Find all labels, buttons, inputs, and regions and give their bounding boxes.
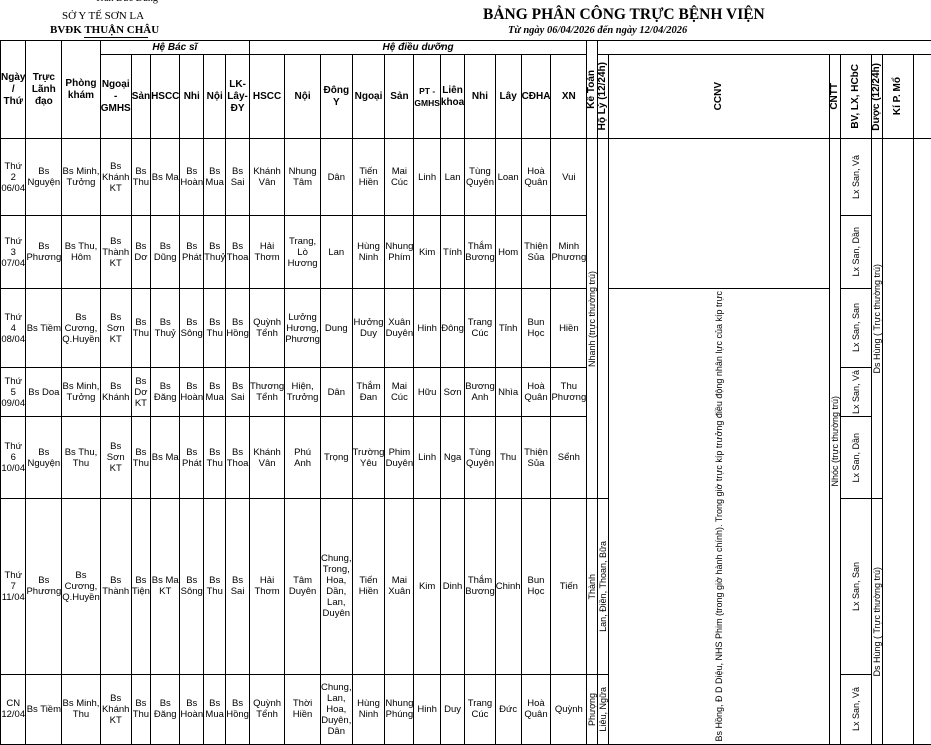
- cell-ngoai-gmhs: Bs Thành: [100, 499, 131, 674]
- cell-dd-ngoai: [352, 674, 385, 744]
- cell-lanh-dao: Bs Nguyện: [26, 139, 62, 216]
- cell-dd-noi: Hiện, Trưởng: [285, 368, 321, 417]
- cell-dd-dong-y: Trọng: [320, 417, 352, 499]
- cell-hscc: Bs Dũng: [151, 216, 180, 289]
- cell-phong-kham: Bs Thu, Hôm: [62, 216, 100, 289]
- cell-dd-lay: Thu: [495, 417, 521, 499]
- cell-dd-noi: Phú Anh: [285, 417, 321, 499]
- cell-phong-kham: [62, 674, 100, 744]
- col-ngay-thu: Ngày / Thứ: [1, 41, 26, 139]
- cell-san: [131, 674, 150, 744]
- cell-dd-ngoai: Thắm Đan: [352, 368, 385, 417]
- cell-dd-noi: Trang, Lò Hương: [285, 216, 321, 289]
- cell-bv-lx-hcbc: Lx San, San: [841, 289, 872, 368]
- cell-dd-xn: Tiến: [551, 499, 587, 674]
- cell-san: Bs Dơ KT: [131, 368, 150, 417]
- cell-dd-ngoai: Trường Yêu: [352, 417, 385, 499]
- cell-ho-ly: [598, 674, 609, 744]
- cell-san: Bs Thu: [131, 417, 150, 499]
- cell-dd-lien-khoa: Nga: [440, 417, 464, 499]
- cell-dd-noi: Nhung Tâm: [285, 139, 321, 216]
- cell-nhi: Bs Sông: [180, 499, 204, 674]
- cell-dd-pt-gmhs: Hữu: [414, 368, 441, 417]
- cell-nhi: Bs Phát: [180, 417, 204, 499]
- cell-phong-kham: Bs Minh, Tưởng: [62, 139, 100, 216]
- cell-dd-nhi: [465, 674, 496, 744]
- cell-bv-lx-hcbc: Lx San, Dần: [841, 417, 872, 499]
- cell-lk-lay-dy: Bs Hồng: [226, 289, 250, 368]
- cell-phong-kham: Bs Minh, Tưởng: [62, 368, 100, 417]
- cell-dd-san: Mai Cúc: [385, 368, 414, 417]
- cell-san: Bs Dơ: [131, 216, 150, 289]
- org-underline: [84, 37, 148, 38]
- cell-dd-pt-gmhs: Kim: [414, 216, 441, 289]
- cell-lk-lay-dy: Bs Sai: [226, 139, 250, 216]
- cell-pt-thu-thuat: [914, 139, 931, 745]
- cell-dd-hscc: Khánh Vân: [249, 417, 284, 499]
- table-row: [1, 139, 931, 216]
- org-name: SỞ Y TẾ SƠN LA: [62, 10, 144, 22]
- cell-dd-xn: Minh Phương: [551, 216, 587, 289]
- cell-dd-lien-khoa: Tính: [440, 216, 464, 289]
- cell-dd-san: Phim Duyên: [385, 417, 414, 499]
- cell-ccnv-empty: [609, 139, 830, 289]
- cell-lk-lay-dy: Bs Thoa: [226, 216, 250, 289]
- cell-dd-cdha: Bun Học: [521, 499, 551, 674]
- cell-noi: [204, 674, 226, 744]
- row-day-date: Thứ 2 06/04: [1, 139, 26, 216]
- col-dd-noi: Nội: [285, 55, 321, 139]
- cell-dd-noi: [285, 674, 321, 744]
- cell-dd-lay: [495, 674, 521, 744]
- cell-dd-cdha: Hoà Quân: [521, 368, 551, 417]
- roster-table: [0, 40, 931, 745]
- cell-hscc: Bs Đăng: [151, 368, 180, 417]
- cell-lanh-dao: Bs Tiềm: [26, 289, 62, 368]
- cell-dd-hscc: [249, 674, 284, 744]
- cell-ho-ly-empty: [598, 139, 609, 499]
- cell-dd-cdha: Thiện Sủa: [521, 417, 551, 499]
- cell-noi: Bs Thu: [204, 417, 226, 499]
- cell-dd-san: Nhung Phím: [385, 216, 414, 289]
- cell-dd-dong-y: [320, 674, 352, 744]
- cell-nhi: Bs Hoàn: [180, 139, 204, 216]
- cell-cntt: Nhóc (trực thường trú): [830, 139, 841, 745]
- col-ho-ly: Hộ Lý (12/24h): [598, 55, 609, 139]
- cell-dd-nhi: Thắm Bương: [465, 499, 496, 674]
- cell-ke-toan: [587, 674, 598, 744]
- cell-dd-xn: Thu Phương: [551, 368, 587, 417]
- row-day-date: [1, 674, 26, 744]
- cell-dd-san: Mai Xuân: [385, 499, 414, 674]
- cell-dd-lay: Chinh: [495, 499, 521, 674]
- cell-dd-nhi: Bương Anh: [465, 368, 496, 417]
- cell-dd-noi: Tâm Duyên: [285, 499, 321, 674]
- col-dd-lien-khoa: Liên khoa: [440, 55, 464, 139]
- cell-dd-dong-y: Dung: [320, 289, 352, 368]
- cell-dd-pt-gmhs: Hinh: [414, 289, 441, 368]
- col-truc-lanh-dao: Trực Lãnh đạo: [26, 41, 62, 139]
- cell-noi: Bs Mua: [204, 139, 226, 216]
- cell-lanh-dao: Bs Nguyện: [26, 417, 62, 499]
- cell-phong-kham: Bs Thu, Thu: [62, 417, 100, 499]
- cell-hscc: [151, 674, 180, 744]
- cell-dd-xn: Vui: [551, 139, 587, 216]
- cell-dd-hscc: Quỳnh Tểnh: [249, 289, 284, 368]
- cell-dd-san: Mai Cúc: [385, 139, 414, 216]
- cell-noi: Bs Thuỷ: [204, 216, 226, 289]
- cell-lanh-dao: Bs Doa: [26, 368, 62, 417]
- col-dd-pt-gmhs: PT - GMHS: [414, 55, 441, 139]
- cell-noi: Bs Mua: [204, 368, 226, 417]
- cell-bv-lx-hcbc: Lx San, San: [841, 499, 872, 674]
- cell-hscc: Bs Ma KT: [151, 499, 180, 674]
- cell-ngoai-gmhs: Bs Thành KT: [100, 216, 131, 289]
- cell-dd-ngoai: Tiến Hiền: [352, 499, 385, 674]
- cell-dd-nhi: Thắm Bương: [465, 216, 496, 289]
- col-hscc: HSCC: [151, 55, 180, 139]
- cell-dd-ngoai: Hưởng Duy: [352, 289, 385, 368]
- cell-dd-dong-y: Dân: [320, 139, 352, 216]
- cell-dd-pt-gmhs: Kim: [414, 499, 441, 674]
- cell-dd-nhi: Trang Cúc: [465, 289, 496, 368]
- cell-dd-xn: Hiền: [551, 289, 587, 368]
- group-he-bac-si: Hệ Bác sĩ: [100, 41, 249, 55]
- cell-dd-cdha: Bun Học: [521, 289, 551, 368]
- col-dd-xn: XN: [551, 55, 587, 139]
- cell-dd-lien-khoa: [440, 674, 464, 744]
- cell-hscc: Bs Ma: [151, 139, 180, 216]
- cell-dd-noi: Lưởng Hương, Phương: [285, 289, 321, 368]
- cell-dd-xn: [551, 674, 587, 744]
- cell-hscc: Bs Ma: [151, 417, 180, 499]
- col-dd-nhi: Nhi: [465, 55, 496, 139]
- cell-lanh-dao: Bs Phương: [26, 499, 62, 674]
- cell-ke-toan: Nhanh (trực thường trú): [587, 139, 598, 499]
- cell-bv-lx-hcbc: Lx San, Dần: [841, 216, 872, 289]
- col-dd-lay: Lây: [495, 55, 521, 139]
- col-dd-dong-y: Đông Y: [320, 55, 352, 139]
- cell-dd-lien-khoa: Đông: [440, 289, 464, 368]
- group-truc-thuong-tru: [598, 41, 931, 55]
- cell-lanh-dao: Bs Phương: [26, 216, 62, 289]
- col-ke-toan: Kế Toán: [587, 41, 598, 139]
- cell-san: Bs Tiện: [131, 499, 150, 674]
- col-san: Sản: [131, 55, 150, 139]
- cell-dd-lien-khoa: Lan: [440, 139, 464, 216]
- cell-dd-dong-y: Chung, Trong, Hoa, Dần, Lan, Duyên: [320, 499, 352, 674]
- cell-nhi: Bs Sông: [180, 289, 204, 368]
- cell-lk-lay-dy: Bs Thoa: [226, 417, 250, 499]
- col-nhi: Nhi: [180, 55, 204, 139]
- cell-dd-san: [385, 674, 414, 744]
- cell-ngoai-gmhs: Bs Sơn KT: [100, 417, 131, 499]
- cell-dd-xn: Sểnh: [551, 417, 587, 499]
- cell-bv-lx-hcbc: Lx San, Vả: [841, 368, 872, 417]
- cell-ke-toan: Thành: [587, 499, 598, 674]
- cell-dd-lay: Nhìa: [495, 368, 521, 417]
- row-day-date: Thứ 6 10/04: [1, 417, 26, 499]
- cell-ngoai-gmhs: [100, 674, 131, 744]
- row-day-date: Thứ 5 09/04: [1, 368, 26, 417]
- top-cut-text: [95, 0, 158, 4]
- cell-dd-hscc: Hải Thơm: [249, 216, 284, 289]
- row-day-date: Thứ 4 08/04: [1, 289, 26, 368]
- cell-dd-lien-khoa: Sơn: [440, 368, 464, 417]
- col-cntt: CNTT: [830, 55, 841, 139]
- cell-ccnv: Bs Hồng, Đ D Diệu, NHS Phim (trong giờ hành chính). Trong giờ trực kíp trưởng điều động nhân lực của kíp trực: [609, 289, 830, 745]
- date-range: Từ ngày 06/04/2026 đến ngày 12/04/2026: [508, 25, 687, 36]
- document-title: BẢNG PHÂN CÔNG TRỰC BỆNH VIỆN: [483, 6, 765, 24]
- col-noi: Nội: [204, 55, 226, 139]
- cell-dd-lien-khoa: Dinh: [440, 499, 464, 674]
- cell-lk-lay-dy: [226, 674, 250, 744]
- cell-dd-hscc: Thương Tểnh: [249, 368, 284, 417]
- cell-dd-hscc: Hải Thơm: [249, 499, 284, 674]
- cell-dd-lay: Loan: [495, 139, 521, 216]
- cell-phong-kham: Bs Cương, Q.Huyền: [62, 289, 100, 368]
- cell-bv-lx-hcbc: [841, 674, 872, 744]
- row-day-date: Thứ 3 07/04: [1, 216, 26, 289]
- col-ki-pt-mo: Kí P. Mổ: [883, 55, 914, 139]
- cell-hscc: Bs Thuỷ: [151, 289, 180, 368]
- col-phong-kham: Phòng khám: [62, 41, 100, 139]
- group-he-dieu-duong: Hệ điều dưỡng: [249, 41, 586, 55]
- table-row: [1, 289, 931, 368]
- col-dd-ngoai: Ngoại: [352, 55, 385, 139]
- cell-nhi: Bs Phát: [180, 216, 204, 289]
- cell-duoc: Ds Hùng ( Trực thường trú): [872, 139, 883, 499]
- cell-dd-cdha: Hoà Quân: [521, 139, 551, 216]
- cell-dd-hscc: Khánh Vân: [249, 139, 284, 216]
- cell-dd-pt-gmhs: [414, 674, 441, 744]
- cell-dd-san: Xuân Duyên: [385, 289, 414, 368]
- cell-ngoai-gmhs: Bs Khánh KT: [100, 139, 131, 216]
- cell-ngoai-gmhs: Bs Sơn KT: [100, 289, 131, 368]
- col-bv-lx-hcbc: BV, LX, HCbC: [841, 55, 872, 139]
- cell-dd-lay: Tỉnh: [495, 289, 521, 368]
- col-dd-san: Sản: [385, 55, 414, 139]
- cell-dd-cdha: Thiện Sủa: [521, 216, 551, 289]
- col-pt-thu-thuat: [914, 55, 931, 139]
- cell-dd-ngoai: Tiến Hiền: [352, 139, 385, 216]
- cell-dd-pt-gmhs: Linh: [414, 417, 441, 499]
- cell-nhi: [180, 674, 204, 744]
- cell-san: Bs Thu: [131, 139, 150, 216]
- row-day-date: Thứ 7 11/04: [1, 499, 26, 674]
- cell-ho-ly: Lan, Điền, Thoan, Bữa: [598, 499, 609, 674]
- cell-phong-kham: Bs Cương, Q.Huyền: [62, 499, 100, 674]
- cell-dd-nhi: Tùng Quyên: [465, 417, 496, 499]
- hospital-name: BVĐK THUẬN CHÂU: [50, 24, 159, 36]
- roster-body: [1, 139, 931, 745]
- cell-ki-pt-mo: [883, 139, 914, 745]
- cell-dd-dong-y: Dân: [320, 368, 352, 417]
- cell-noi: Bs Thu: [204, 289, 226, 368]
- cell-duoc: Ds Hùng ( Trực thường trú): [872, 499, 883, 744]
- cell-lanh-dao: [26, 674, 62, 744]
- cell-ngoai-gmhs: Bs Khánh: [100, 368, 131, 417]
- col-duoc: Dược (12/24h): [872, 55, 883, 139]
- col-dd-hscc: HSCC: [249, 55, 284, 139]
- col-ngoai-gmhs: Ngoại - GMHS: [100, 55, 131, 139]
- cell-dd-cdha: [521, 674, 551, 744]
- cell-dd-nhi: Tùng Quyên: [465, 139, 496, 216]
- col-lk-lay-dy: LK-Lây-ĐY: [226, 55, 250, 139]
- cell-noi: Bs Thu: [204, 499, 226, 674]
- cell-lk-lay-dy: Bs Sai: [226, 368, 250, 417]
- cell-dd-dong-y: Lan: [320, 216, 352, 289]
- col-dd-cdha: CĐHA: [521, 55, 551, 139]
- cell-dd-lay: Hom: [495, 216, 521, 289]
- cell-dd-ngoai: Hùng Ninh: [352, 216, 385, 289]
- cell-bv-lx-hcbc: Lx San, Vả: [841, 139, 872, 216]
- col-ccnv: CCNV: [609, 55, 830, 139]
- cell-san: Bs Thu: [131, 289, 150, 368]
- cell-nhi: Bs Hoàn: [180, 368, 204, 417]
- cell-dd-pt-gmhs: Linh: [414, 139, 441, 216]
- cell-lk-lay-dy: Bs Sai: [226, 499, 250, 674]
